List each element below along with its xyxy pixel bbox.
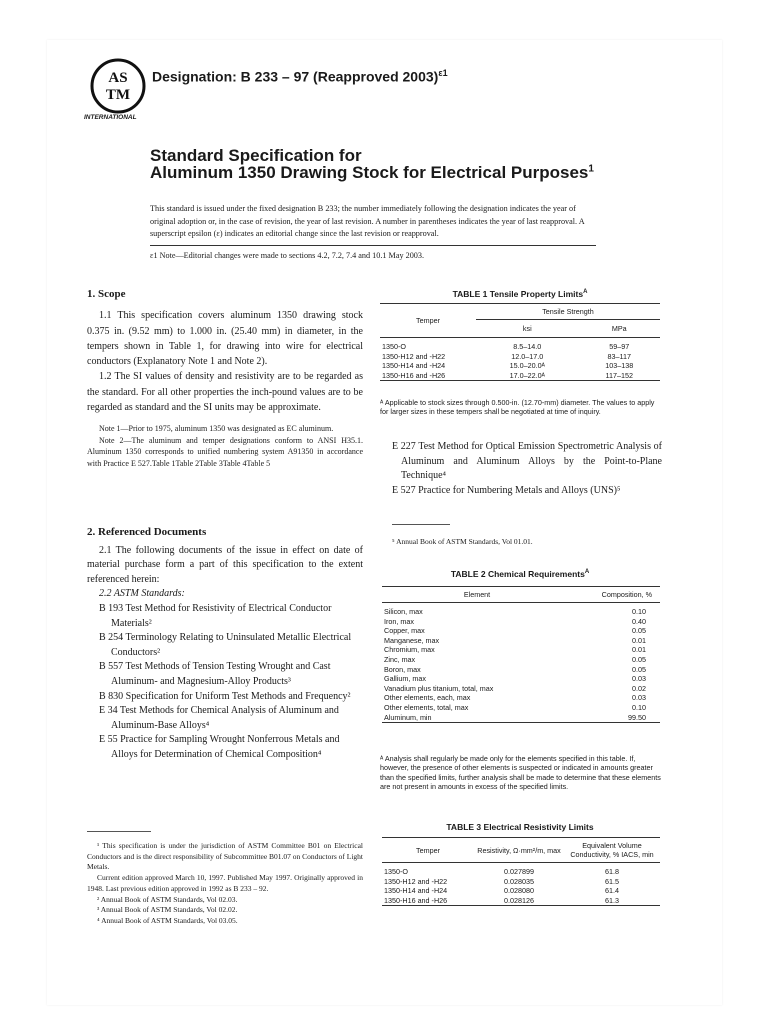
table-row: [380, 371, 660, 381]
scope-p2: 1.2 The SI values of density and resistivity are to be regarded as the standard. For all other properties the inch-pound values are to be regarded as standard and the SI units may be approximate.: [87, 371, 363, 414]
table2-header-element: Element: [463, 590, 491, 599]
table-row: [382, 877, 660, 887]
table-row: [382, 863, 660, 877]
scope-section: [87, 287, 363, 469]
table-row: [382, 645, 660, 655]
footnotes: [87, 841, 363, 927]
table-cell: Other elements, total, max: [384, 702, 469, 712]
table-cell: 1350-O: [384, 867, 408, 876]
table-cell: Chromium, max: [384, 645, 435, 655]
refdocs-heading: 2. Referenced Documents: [87, 526, 207, 538]
table-cell: Aluminum, min: [384, 712, 432, 722]
table-row: [382, 636, 660, 646]
table-cell: 61.4: [605, 886, 619, 896]
table-cell: 0.027899: [504, 867, 534, 876]
reference-item: E 34 Test Methods for Chemical Analysis of Aluminum and Aluminum-Base Alloys⁴: [99, 705, 339, 731]
table2: [382, 586, 660, 723]
reference-item: E 527 Practice for Numbering Metals and Alloys (UNS)⁵: [392, 484, 621, 496]
table-cell: 0.03: [632, 674, 646, 684]
reference-item: B 830 Specification for Uniform Test Methods and Frequency²: [99, 690, 351, 702]
table-cell: 1350-H14 and -H24: [384, 886, 448, 896]
footnote5-rule: [392, 524, 450, 525]
svg-text:AS: AS: [108, 70, 128, 86]
scope-p1: 1.1 This specification covers aluminum 1350 drawing stock 0.375 in. (9.52 mm) to 1.000 in. (25.40 mm) in diameter, in the tempers shown in Table 1, for drawing into wire for electrical conductors (Explanatory Note 1 and Note 2).: [87, 310, 363, 368]
table-cell: 0.028035: [504, 876, 534, 886]
table-row: [382, 684, 660, 694]
table-cell: Copper, max: [384, 626, 425, 636]
table2-title: TABLE 2 Chemical Requirements$^A$: [450, 569, 590, 579]
table1-header-temper: Temper: [416, 316, 440, 325]
title-line-2: Aluminum 1350 Drawing Stock for Electrical Purposes$^1$: [150, 163, 594, 182]
refdocs-p1: 2.1 The following documents of the issue in effect on date of material purchase form a part of this specification to the extent referenced herein:: [87, 544, 363, 585]
table-row: [382, 617, 660, 627]
scope-note1: Note 1—Prior to 1975, aluminum 1350 was designated as EC aluminum.: [99, 424, 334, 434]
table-row: [382, 655, 660, 665]
table-cell: 0.10: [632, 702, 646, 712]
table-cell: 0.05: [632, 626, 646, 636]
table-cell: 83–117: [607, 351, 631, 361]
table1-header-ksi: ksi: [522, 324, 532, 333]
table-cell: 99.50: [628, 712, 646, 722]
table-cell: Silicon, max: [384, 607, 423, 616]
reference-item: B 254 Terminology Relating to Uninsulated Metallic Electrical Conductors²: [99, 632, 352, 658]
table-row: [382, 703, 660, 713]
table-row: [382, 896, 660, 906]
table-cell: 61.5: [605, 876, 619, 886]
table-cell: 0.03: [632, 693, 646, 703]
table-cell: Boron, max: [384, 664, 421, 674]
table-cell: 1350-H12 and -H22: [382, 351, 446, 361]
table1: [380, 303, 660, 381]
footnote-item: Current edition approved March 10, 1997. Published May 1997. Originally approved in 1948. Last previous edition approved in 1992 as B 233 – 92.: [87, 873, 363, 893]
table-row: [382, 674, 660, 684]
table3-title: TABLE 3 Electrical Resistivity Limits: [446, 822, 594, 832]
table-cell: 12.0–17.0: [511, 351, 544, 361]
footnote-rule: [87, 831, 151, 832]
table-cell: 61.8: [605, 867, 619, 876]
table-row: [382, 886, 660, 896]
table1-header-mpa: MPa: [611, 324, 627, 333]
footnote-item: ¹ This specification is under the jurisdiction of ASTM Committee B01 on Electrical Conductors and is the direct responsibility of Subcommittee B01.07 on Conductors of Light Metals.: [87, 841, 364, 872]
svg-text:TM: TM: [105, 87, 131, 103]
table-cell: 0.10: [632, 607, 646, 616]
footnote-item: ⁴ Annual Book of ASTM Standards, Vol 03.05.: [97, 915, 238, 925]
table-row: [380, 338, 660, 352]
table-cell: Manganese, max: [384, 635, 440, 645]
title-line-1: Standard Specification for: [150, 146, 362, 165]
table-row: [382, 665, 660, 675]
table-cell: 1350-O: [382, 342, 406, 351]
table3-header-temper: Temper: [416, 845, 440, 855]
table1-footnote: ᴬ Applicable to stock sizes through 0.500-in. (12.70-mm) diameter. The values to apply for larger sizes in these tempers shall be negotiated at time of inquiry.: [380, 398, 655, 417]
footnote-item: ² Annual Book of ASTM Standards, Vol 02.03.: [97, 894, 238, 904]
table-cell: 103–138: [605, 361, 634, 371]
table1-title: TABLE 1 Tensile Property Limits$^A$: [452, 289, 588, 299]
table-row: [380, 352, 660, 362]
table-row: [382, 626, 660, 636]
table-cell: Other elements, each, max: [384, 693, 471, 703]
refdocs-right-list: [392, 440, 662, 498]
table-cell: Iron, max: [384, 616, 414, 626]
table-cell: 0.028080: [504, 886, 534, 896]
table3: [382, 837, 660, 906]
table2-header-composition: Composition, %: [601, 590, 652, 599]
footnote-item: ³ Annual Book of ASTM Standards, Vol 02.02.: [97, 905, 238, 915]
epsilon-note: ε1 Note—Editorial changes were made to sections 4.2, 7.2, 7.4 and 10.1 May 2003.: [150, 251, 425, 260]
table3-header-resistivity: Resistivity, Ω·mm²/m, max: [477, 845, 561, 855]
reference-item: B 193 Test Method for Resistivity of Electrical Conductor Materials²: [99, 602, 332, 629]
scope-note2: Note 2—The aluminum and temper designations conform to ANSI H35.1. Aluminum 1350 corresponds to unified numbering system A91350 in accordance with Practice E 527.Table 1Table 2Table 3Table 4Table 5: [87, 435, 363, 468]
table2-footnote: ᴬ Analysis shall regularly be made only for the elements specified in this table. If, however, the presence of other elements is suspected or indicated in amounts greater than the specified limits, further analysis shall be made to determine that these elements are not present in amounts in excess of the specified limits.: [380, 754, 661, 791]
footnote5: ⁵ Annual Book of ASTM Standards, Vol 01.01.: [392, 537, 533, 546]
table-cell: 0.028126: [504, 895, 534, 905]
table-cell: 1350-H12 and -H22: [384, 876, 448, 886]
table-cell: 59–97: [609, 342, 630, 351]
table-row: [382, 603, 660, 617]
intro-paragraph: This standard is issued under the fixed designation B 233; the number immediately following the designation indicates the year of original adoption or, in the case of revision, the year of last revision. A number in parentheses indicates the year of last reapproval. A superscript epsilon (ε) indicates an editorial change since the last revision or reapproval.: [150, 204, 585, 238]
table-cell: 0.01: [632, 645, 646, 655]
table-cell: 0.01: [632, 635, 646, 645]
table-cell: Gallium, max: [384, 674, 426, 684]
intro-rule: [150, 245, 596, 246]
refdocs-p2: 2.2 ASTM Standards:: [99, 588, 185, 600]
table-row: [382, 713, 660, 723]
logo-label: INTERNATIONAL: [84, 114, 137, 121]
table-cell: 1350-H14 and -H24: [382, 361, 446, 371]
table-cell: 8.5–14.0: [513, 342, 542, 351]
table-cell: 61.3: [605, 895, 619, 905]
refdocs-list: [87, 602, 363, 763]
table-cell: 1350-H16 and -H26: [382, 370, 446, 380]
table-cell: Vanadium plus titanium, total, max: [384, 683, 494, 693]
reference-item: B 557 Test Methods of Tension Testing Wrought and Cast Aluminum- and Magnesium-Alloy Products³: [99, 661, 331, 687]
reference-item: E 227 Test Method for Optical Emission Spectrometric Analysis of Aluminum and Aluminum Alloys by the Point-to-Plane Technique⁴: [392, 441, 662, 482]
referenced-documents-section: [87, 525, 363, 763]
table-cell: 0.05: [632, 664, 646, 674]
table-cell: 15.0–20.0ᴬ: [509, 361, 545, 371]
designation: Designation: B 233 – 97 (Reapproved 2003)$^{\varepsilon 1}$: [152, 68, 448, 85]
table1-header-group: Tensile Strength: [476, 304, 660, 320]
table-cell: 1350-H16 and -H26: [384, 895, 448, 905]
table-row: [380, 361, 660, 371]
reference-item: E 55 Practice for Sampling Wrought Nonferrous Metals and Alloys for Determination of Chemical Composition⁴: [99, 734, 340, 760]
table-row: [382, 693, 660, 703]
table3-header-conductivity: Equivalent Volume Conductivity, % IACS, min: [570, 841, 654, 859]
table-cell: 0.02: [632, 683, 646, 693]
table-cell: 0.40: [632, 616, 646, 626]
table-cell: 17.0–22.0ᴬ: [509, 370, 545, 380]
scope-heading: 1. Scope: [87, 288, 126, 300]
table-cell: 0.05: [632, 654, 646, 664]
table-cell: 117–152: [605, 370, 633, 380]
table-cell: Zinc, max: [384, 654, 416, 664]
